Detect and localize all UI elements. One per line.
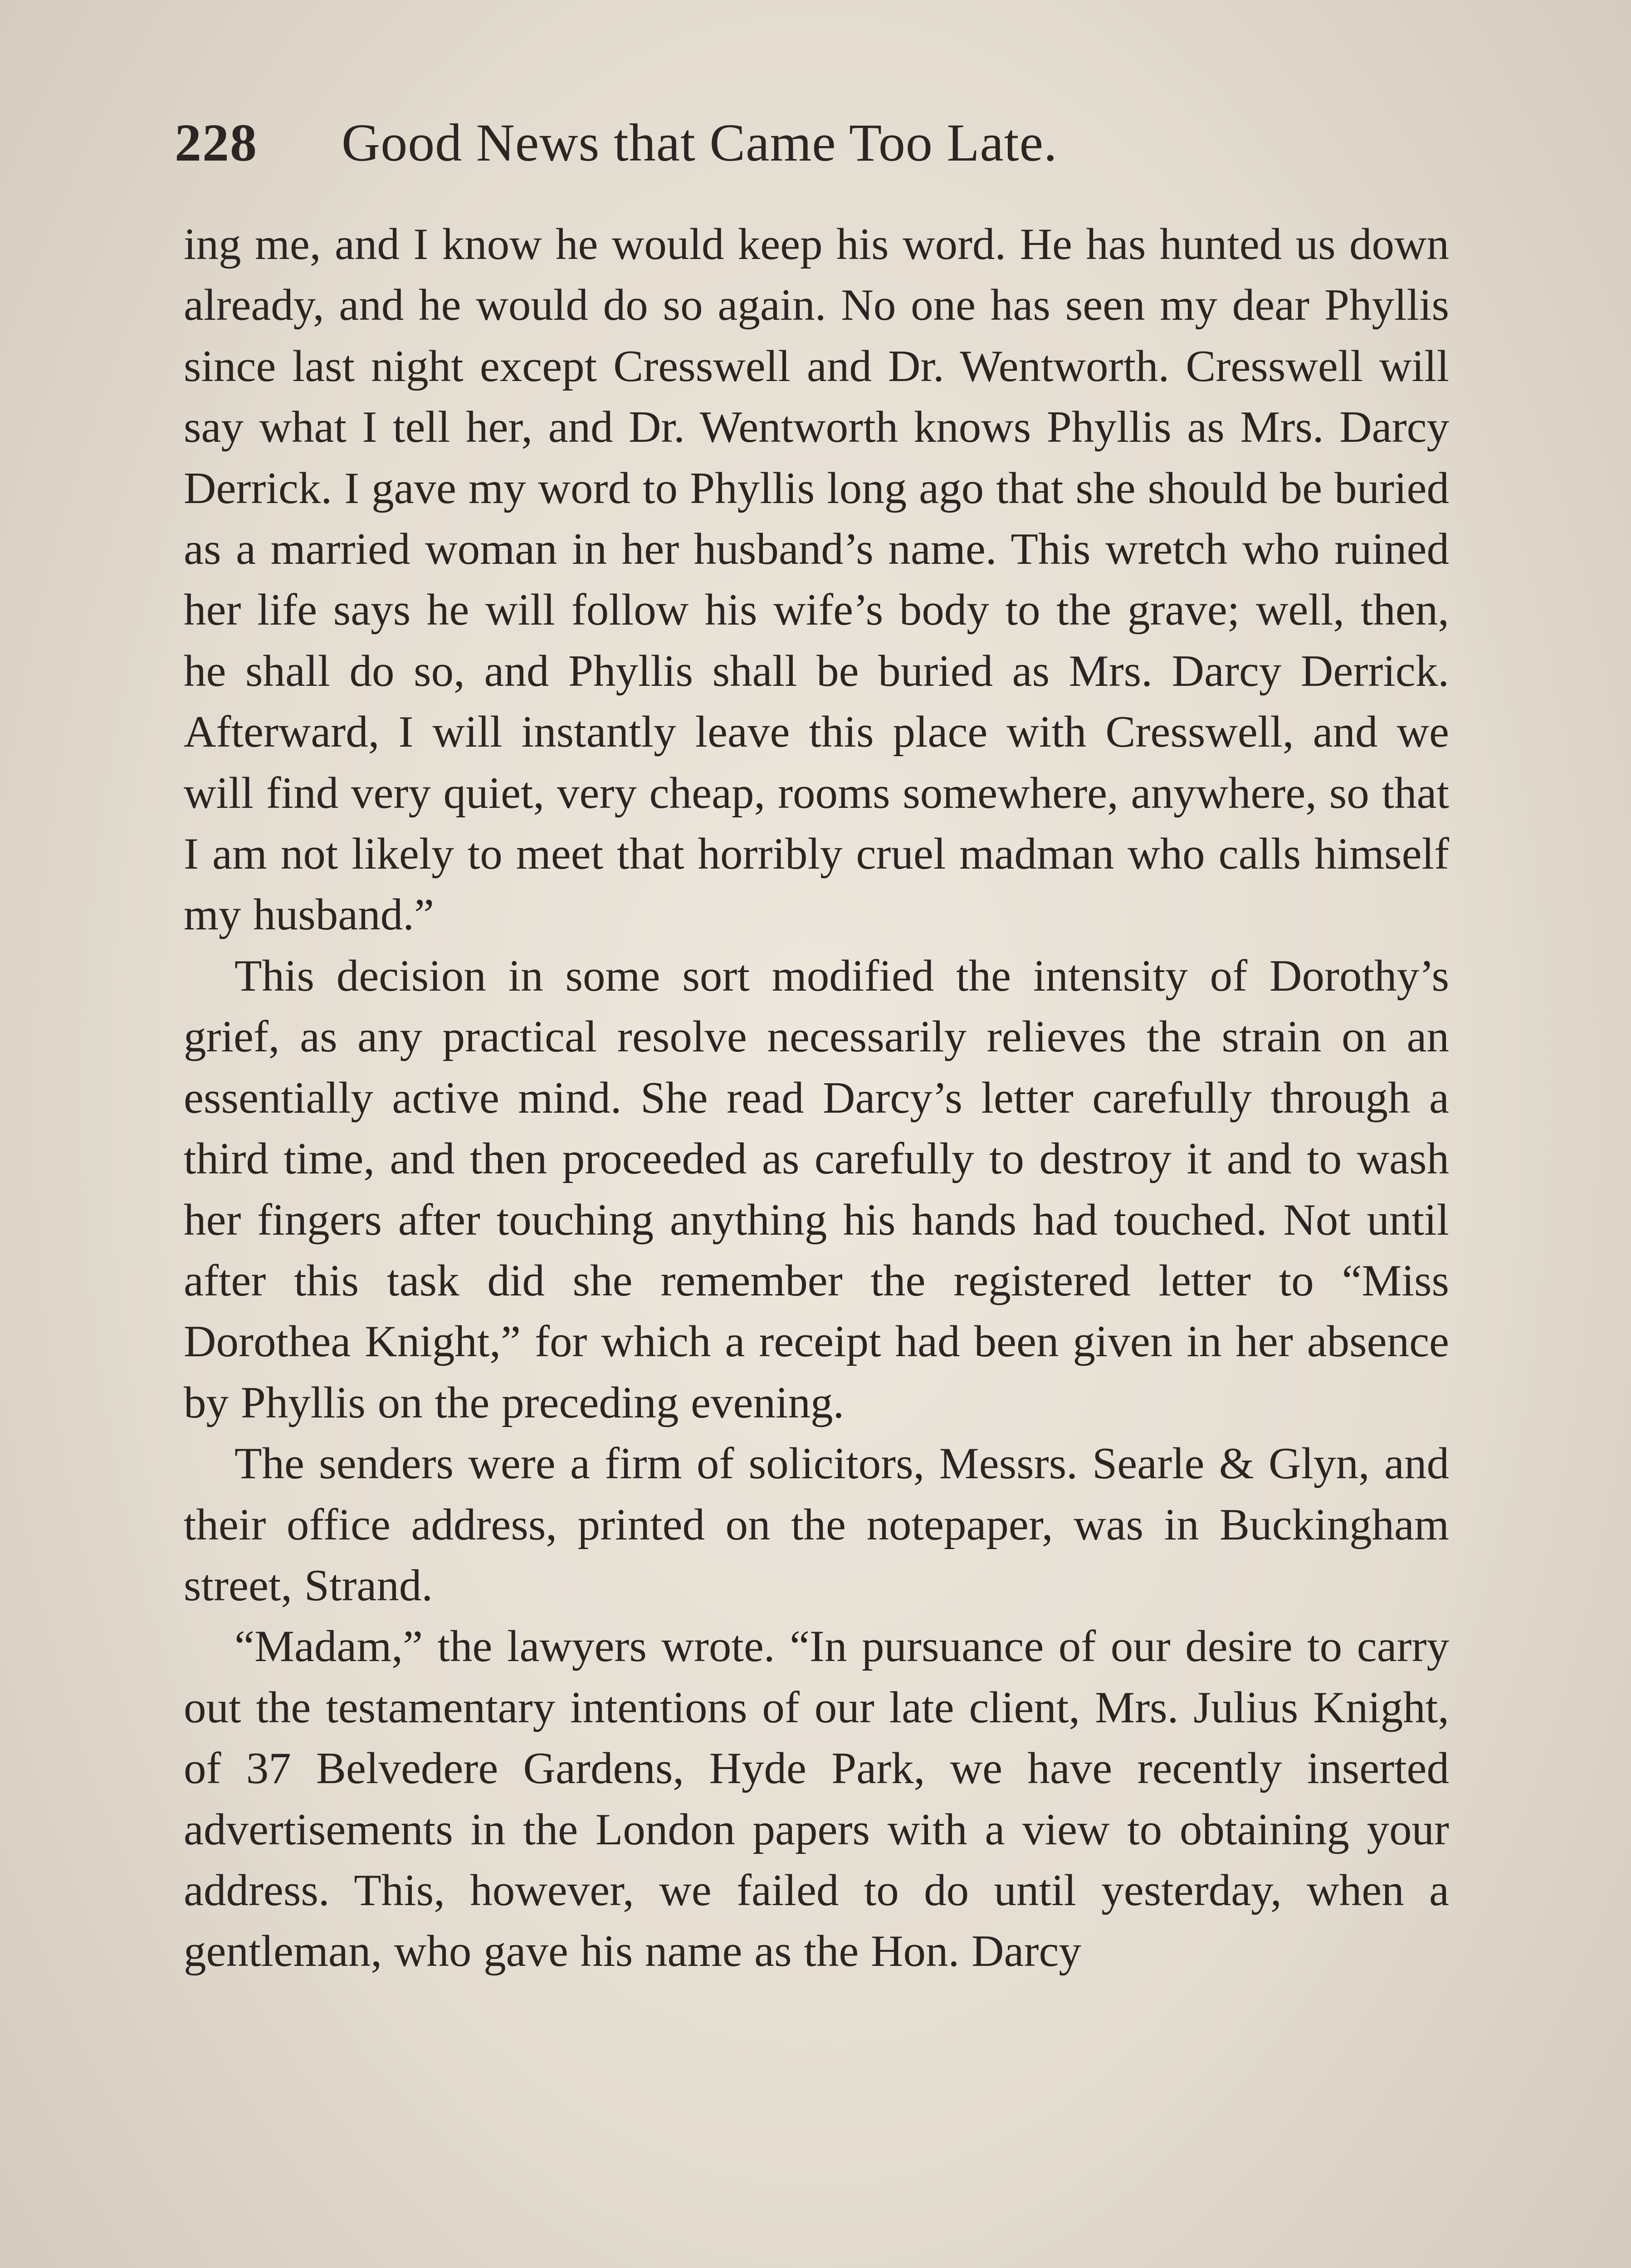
paragraph-decision: This decision in some sort modified the intensity of Dorothy’s grief, as any practical resolve necessarily relieves the strain on an essentially active mind. She read Darcy’s letter carefully through a third time, and then proceeded as carefully to destroy it and to wash her fingers after touching anything his hands had touched. Not until after this task did she remember the registered letter to “Miss Dorothea Knight,” for which a receipt had been given in her absence by Phyllis on the preceding evening. <box>184 951 1449 1427</box>
body-text <box>184 214 1449 1982</box>
running-title: Good News that Came Too Late. <box>342 113 1058 172</box>
paragraph-solicitors: The senders were a firm of solicitors, Messrs. Searle & Glyn, and their office address, printed on the notepaper, was in Buckingham street, Strand. <box>184 1439 1449 1610</box>
page-number: 228 <box>175 113 258 172</box>
running-head <box>175 104 1454 181</box>
paragraph-continued: ing me, and I know he would keep his word. He has hunted us down already, and he would do so again. No one has seen my dear Phyllis since last night except Cresswell and Dr. Wentworth. Cresswell will say what I tell her, and Dr. Wentworth knows Phyllis as Mrs. Darcy Derrick. I gave my word to Phyllis long ago that she should be buried as a married woman in her husband’s name. This wretch who ruined her life says he will follow his wife’s body to the grave; well, then, he shall do so, and Phyllis shall be buried as Mrs. Darcy Derrick. Afterward, I will instantly leave this place with Cresswell, and we will find very quiet, very cheap, rooms somewhere, anywhere, so that I am not likely to meet that horribly cruel madman who calls himself my husband.” <box>184 220 1449 940</box>
paragraph-letter: “Madam,” the lawyers wrote. “In pursuance of our desire to carry out the testamentary intentions of our late client, Mrs. Julius Knight, of 37 Belvedere Gardens, Hyde Park, we have recently inserted advertisements in the London papers with a view to obtaining your address. This, however, we failed to do until yesterday, when a gentleman, who gave his name as the Hon. Darcy <box>184 1622 1449 1976</box>
